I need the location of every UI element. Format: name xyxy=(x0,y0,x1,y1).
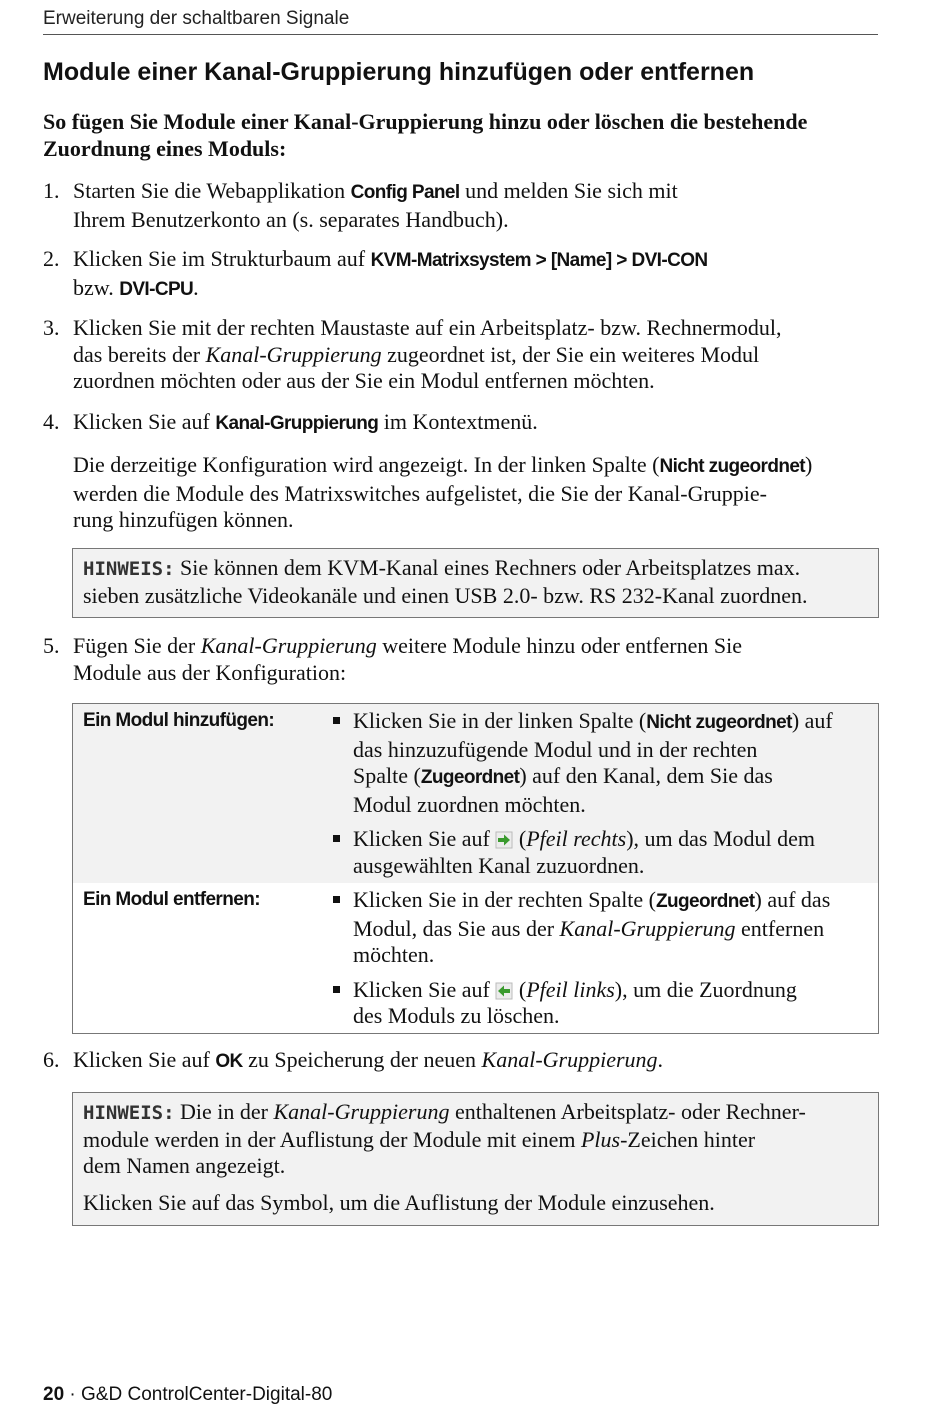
step-6 xyxy=(43,1047,883,1076)
emphasis-term: Kanal-Gruppierung xyxy=(205,341,382,367)
step-5 xyxy=(43,633,883,686)
table-row-remove xyxy=(73,883,878,1033)
list-text: ( xyxy=(513,826,527,851)
list-text: ( xyxy=(513,976,527,1002)
row-label: Ein Modul hinzufügen: xyxy=(83,710,275,731)
step-text: Module aus der Konfiguration: xyxy=(73,659,347,685)
emphasis-term: Kanal-Gruppierung xyxy=(559,915,736,941)
emphasis-term: Kanal-Gruppierung xyxy=(481,1047,658,1072)
emphasis-term: Pfeil rechts xyxy=(526,826,627,851)
hint-text: Sie können dem KVM-Kanal eines Rechners oder Arbeitsplatzes max. xyxy=(174,555,801,580)
step-text: . xyxy=(657,1047,664,1072)
ui-term: Config Panel xyxy=(350,182,460,203)
list-item xyxy=(331,977,866,1030)
step-text: . xyxy=(193,274,199,300)
bullet-list xyxy=(331,887,866,1038)
bullet-icon xyxy=(333,835,340,842)
list-text: ) auf den Kanal, dem Sie das xyxy=(519,763,773,788)
hint-box xyxy=(72,1092,879,1226)
footer-separator: · xyxy=(64,1384,82,1405)
step-number: 2. xyxy=(43,246,60,271)
para-text: Die derzeitige Konfiguration wird angezeigt. In der linken Spalte ( xyxy=(73,452,660,477)
step-text: weitere Module hinzu oder entfernen Sie xyxy=(376,633,743,658)
row-label: Ein Modul entfernen: xyxy=(83,889,260,910)
running-header: Erweiterung der schaltbaren Signale xyxy=(43,8,878,35)
para-text: rung hinzufügen können. xyxy=(73,507,294,532)
list-text: Klicken Sie in der rechten Spalte ( xyxy=(353,887,657,912)
list-text: ), um die Zuordnung xyxy=(614,976,797,1002)
step-text: das bereits der xyxy=(73,341,206,367)
step-number: 5. xyxy=(43,633,60,658)
emphasis-term: Kanal-Gruppierung xyxy=(200,633,377,658)
list-text: ), um das Modul dem xyxy=(626,826,816,851)
hint-text: Klicken Sie auf das Symbol, um die Auflistung der Module einzusehen. xyxy=(83,1189,715,1215)
step-1 xyxy=(43,178,883,233)
list-text: ) auf xyxy=(791,708,833,733)
ui-term: Kanal-Gruppierung xyxy=(215,413,379,434)
action-table xyxy=(72,703,879,1034)
list-text: Klicken Sie auf xyxy=(353,976,496,1002)
emphasis-term: Pfeil links xyxy=(526,976,615,1002)
intro-text: So fügen Sie Module einer Kanal-Gruppierung hinzu oder löschen die bestehende Zuordnung eines Moduls: xyxy=(43,109,808,161)
step-number: 3. xyxy=(43,315,60,340)
step-text: zu Speicherung der neuen xyxy=(242,1047,482,1072)
step-4-description xyxy=(73,452,883,534)
hint-text: -Zeichen hinter xyxy=(620,1126,756,1152)
document-title: G&D ControlCenter-Digital-80 xyxy=(81,1384,333,1405)
step-2 xyxy=(43,246,883,303)
hint-text: dem Namen angezeigt. xyxy=(83,1153,286,1178)
arrow-left-icon xyxy=(495,980,513,998)
list-item xyxy=(331,887,866,969)
list-text: entfernen xyxy=(735,915,825,941)
list-text: Modul, das Sie aus der xyxy=(353,915,560,941)
step-text: Starten Sie die Webapplikation xyxy=(73,178,351,203)
step-text: Klicken Sie mit der rechten Maustaste auf ein Arbeitsplatz- bzw. Rechnermodul, xyxy=(73,315,782,340)
hint-box xyxy=(72,548,879,618)
step-text: Ihrem Benutzerkonto an (s. separates Handbuch). xyxy=(73,206,509,232)
ui-term: OK xyxy=(215,1051,243,1072)
bullet-icon xyxy=(333,896,340,903)
step-number: 6. xyxy=(43,1047,60,1072)
list-text: ) auf das xyxy=(754,887,831,912)
step-number: 4. xyxy=(43,409,60,434)
ui-term: Zugeordnet xyxy=(420,767,520,788)
emphasis-term: Plus xyxy=(580,1126,621,1152)
list-text: Spalte ( xyxy=(353,763,421,788)
step-3 xyxy=(43,315,883,395)
ui-term: Nicht zugeordnet xyxy=(659,456,806,477)
page-number: 20 xyxy=(43,1384,65,1405)
step-text: Fügen Sie der xyxy=(73,633,201,658)
bullet-list xyxy=(331,708,866,887)
list-item xyxy=(331,826,866,879)
page-footer xyxy=(43,1384,332,1406)
step-text: bzw. xyxy=(73,274,120,300)
hint-text: sieben zusätzliche Videokanäle und einen USB 2.0- bzw. RS 232-Kanal zuordnen. xyxy=(83,582,808,608)
hint-text: module werden in der Auflistung der Module mit einem xyxy=(83,1126,581,1152)
step-text: Klicken Sie auf xyxy=(73,409,216,434)
step-text: im Kontextmenü. xyxy=(378,409,538,434)
list-text: ausgewählten Kanal zuzuordnen. xyxy=(353,852,645,878)
list-text: Klicken Sie auf xyxy=(353,826,496,851)
table-row-add xyxy=(73,704,878,883)
step-4 xyxy=(43,409,883,438)
bullet-icon xyxy=(333,717,340,724)
bullet-icon xyxy=(333,986,340,993)
ui-term: KVM-Matrixsystem > [Name] > DVI-CON xyxy=(370,250,708,271)
list-text: des Moduls zu löschen. xyxy=(353,1003,560,1028)
list-text: möchten. xyxy=(353,942,435,967)
hint-label: HINWEIS: xyxy=(83,558,175,580)
ui-term: DVI-CPU xyxy=(119,278,194,300)
step-text: und melden Sie sich mit xyxy=(459,178,678,203)
hint-text: enthaltenen Arbeitsplatz- oder Rechner- xyxy=(449,1099,806,1124)
list-text: Klicken Sie in der linken Spalte ( xyxy=(353,708,647,733)
para-text: ) xyxy=(805,452,813,477)
step-text: zugeordnet ist, der Sie ein weiteres Modul xyxy=(381,341,760,367)
para-text: werden die Module des Matrixswitches aufgelistet, die Sie der Kanal-Gruppie- xyxy=(73,480,768,506)
ui-term: Nicht zugeordnet xyxy=(646,712,792,733)
section-heading: Module einer Kanal-Gruppierung hinzufügen oder entfernen xyxy=(43,58,755,86)
hint-text: Die in der xyxy=(174,1099,274,1124)
ui-term: Zugeordnet xyxy=(656,891,755,912)
list-item xyxy=(331,708,866,818)
step-text: zuordnen möchten oder aus der Sie ein Modul entfernen möchten. xyxy=(73,368,655,393)
step-number: 1. xyxy=(43,178,60,203)
hint-label: HINWEIS: xyxy=(83,1102,175,1124)
arrow-right-icon xyxy=(495,829,513,847)
step-text: Klicken Sie im Strukturbaum auf xyxy=(73,246,371,271)
list-text: das hinzuzufügende Modul und in der rechten xyxy=(353,736,758,762)
list-text: Modul zuordnen möchten. xyxy=(353,791,586,817)
emphasis-term: Kanal-Gruppierung xyxy=(273,1099,450,1124)
step-text: Klicken Sie auf xyxy=(73,1047,216,1072)
